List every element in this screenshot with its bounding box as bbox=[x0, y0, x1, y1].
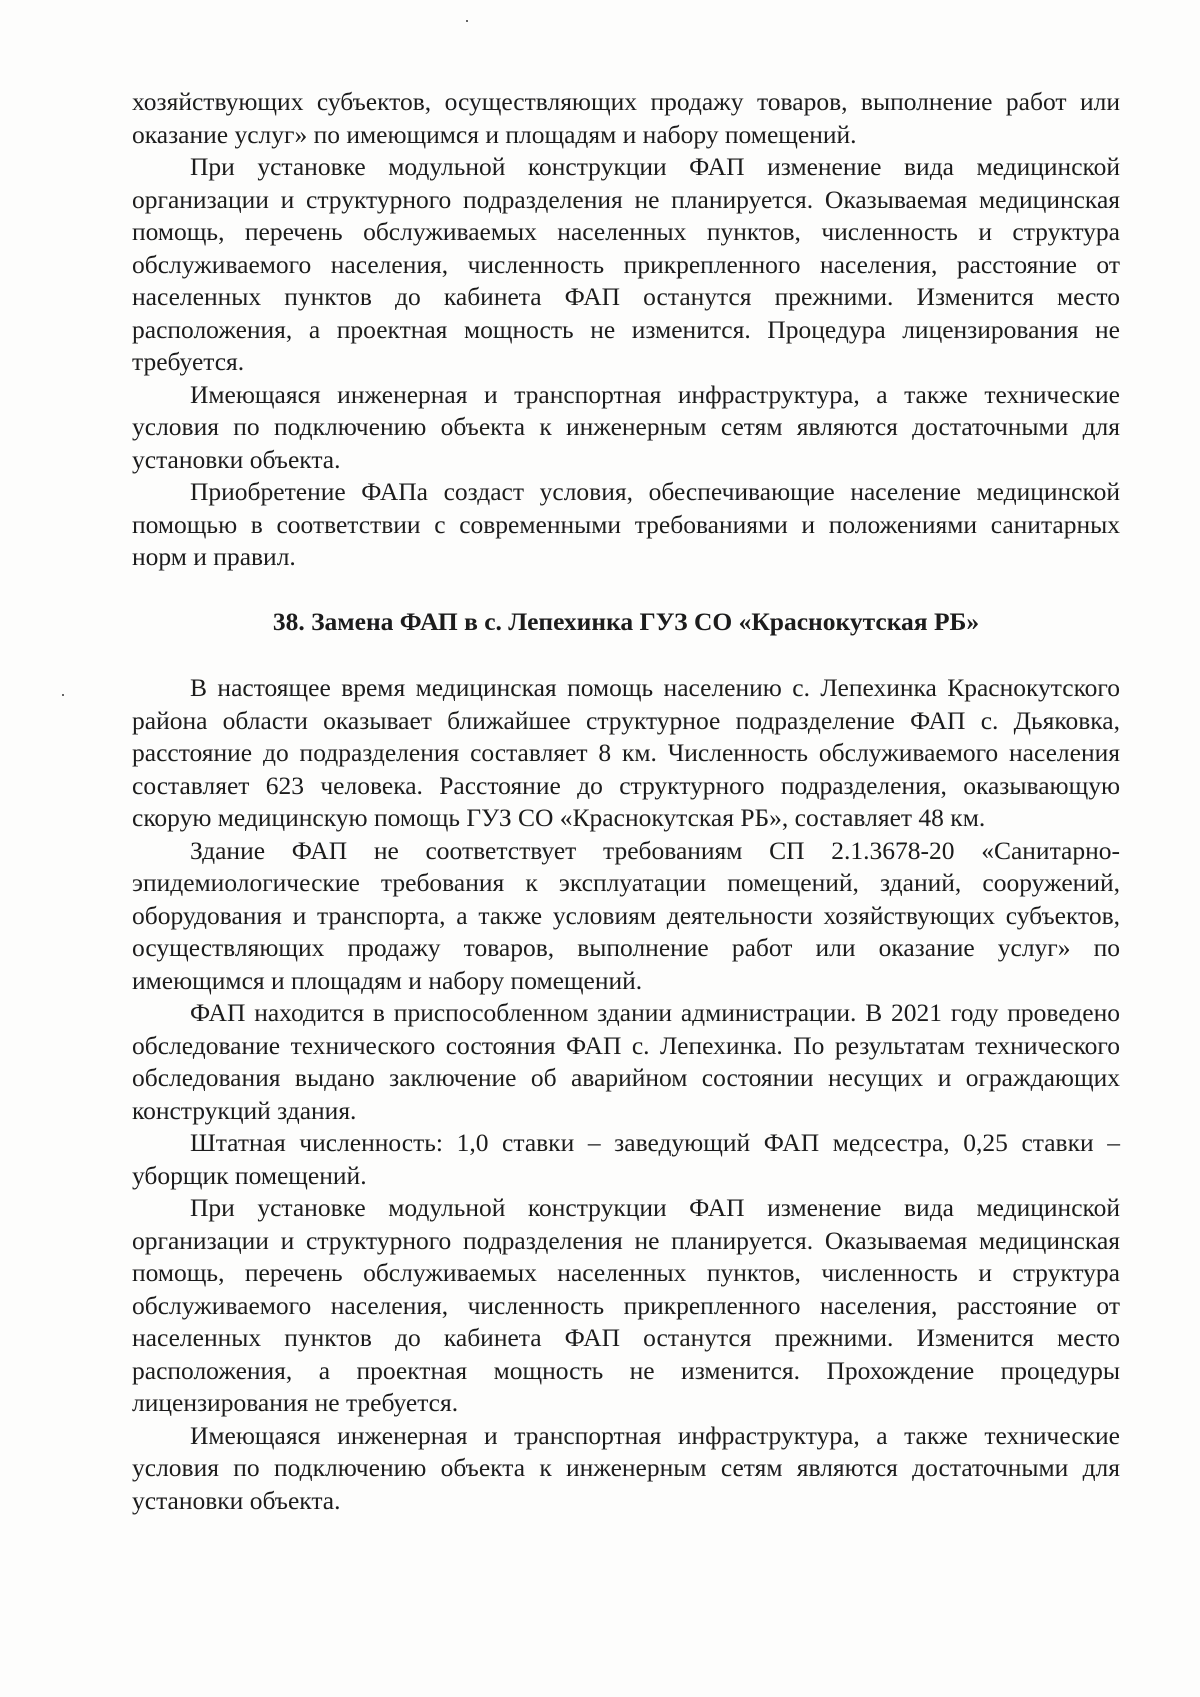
body-paragraph: Приобретение ФАПа создаст условия, обеспечивающие население медицинской помощью в соответствии с современными требованиями и положениями санитарных норм и правил. bbox=[132, 477, 1120, 571]
body-paragraph: Здание ФАП не соответствует требованиям СП 2.1.3678-20 «Санитарно-эпидемиологические требования к эксплуатации помещений, зданий, сооружений, оборудования и транспорта, а также условиям деятельности хозяйствующих субъектов, осуществляющих продажу товаров, выполнение работ или оказание услуг» по имеющимся и площадям и набору помещений. bbox=[132, 835, 1120, 995]
continuation-paragraph: хозяйствующих субъектов, осуществляющих продажу товаров, выполнение работ или оказание услуг» по имеющимся и площадям и набору помещений. bbox=[132, 87, 1120, 149]
body-paragraph: Имеющаяся инженерная и транспортная инфраструктура, а также технические условия по подключению объекта к инженерным сетям являются достаточными для установки объекта. bbox=[132, 1420, 1120, 1515]
body-paragraph: ФАП находится в приспособленном здании администрации. В 2021 году проведено обследование технического состояния ФАП с. Лепехинка. По результатам технического обследования выдано заключение об аварийном состоянии несущих и ограждающих конструкций здания. bbox=[132, 998, 1120, 1125]
body-paragraph: При установке модульной конструкции ФАП изменение вида медицинской организации и структурного подразделения не планируется. Оказываемая медицинская помощь, перечень обслуживаемых населенных пунктов, численность и структура обслуживаемого населения, численность прикрепленного населения, расстояние от населенных пунктов до кабинета ФАП останутся прежними. Изменится место расположения, а проектная мощность не изменится. Прохождение процедуры лицензирования не требуется. bbox=[132, 1193, 1120, 1417]
section-heading: 38. Замена ФАП в с. Лепехинка ГУЗ СО «Краснокутская РБ» bbox=[272, 606, 980, 636]
body-paragraph: В настоящее время медицинская помощь населению с. Лепехинка Краснокутского района области оказывает ближайшее структурное подразделение ФАП с. Дьяковка, расстояние до подразделения составляет 8 км. Численность обслуживаемого населения составляет 623 человека. Расстояние до структурного подразделения, оказывающую скорую медицинскую помощь ГУЗ СО «Краснокутская РБ», составляет 48 км. bbox=[132, 673, 1120, 832]
body-paragraph: Имеющаяся инженерная и транспортная инфраструктура, а также технические условия по подключению объекта к инженерным сетям являются достаточными для установки объекта. bbox=[132, 379, 1120, 474]
document-body bbox=[132, 86, 1120, 1517]
body-paragraph: Штатная численность: 1,0 ставки – заведующий ФАП медсестра, 0,25 ставки – уборщик помещений. bbox=[132, 1128, 1120, 1190]
body-paragraph: При установке модульной конструкции ФАП изменение вида медицинской организации и структурного подразделения не планируется. Оказываемая медицинская помощь, перечень обслуживаемых населенных пунктов, численность и структура обслуживаемого населения, численность прикрепленного населения, расстояние от населенных пунктов до кабинета ФАП останутся прежними. Изменится место расположения, а проектная мощность не изменится. Процедура лицензирования не требуется. bbox=[132, 152, 1120, 376]
scan-speck bbox=[62, 694, 64, 696]
scan-speck bbox=[466, 20, 468, 22]
